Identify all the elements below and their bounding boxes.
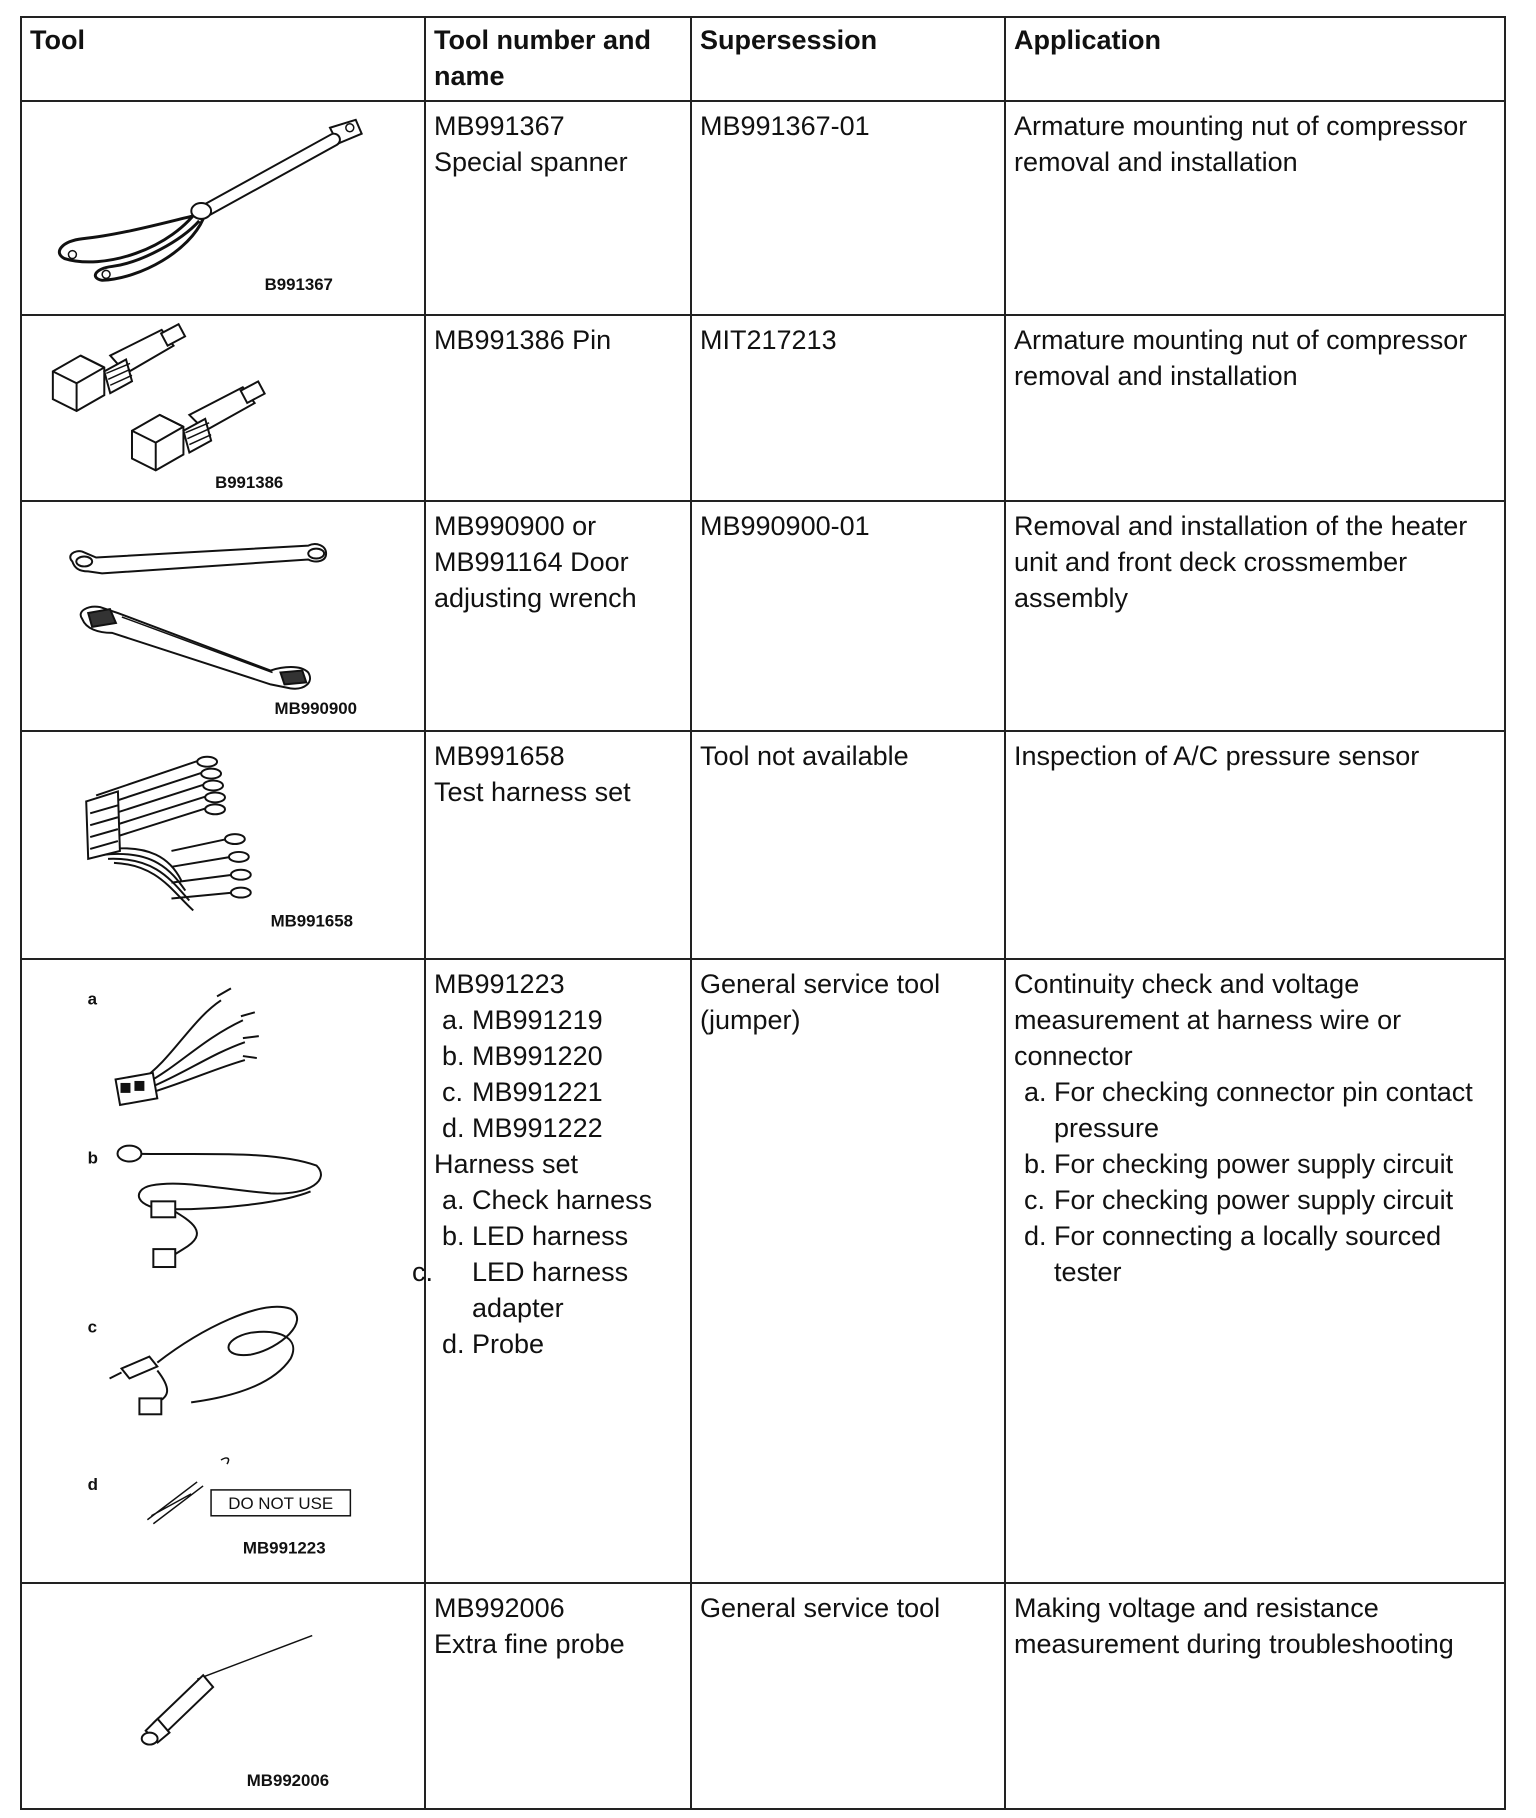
application-item: a. For checking connector pin contact pressure bbox=[1024, 1077, 1473, 1143]
tool-number-cell bbox=[425, 101, 691, 315]
tool-number-cell bbox=[425, 1583, 691, 1809]
application-cell: Making voltage and resistance measurement during troubleshooting bbox=[1005, 1583, 1505, 1809]
set-item: a. Check harness bbox=[442, 1185, 653, 1215]
supersession-cell: MB990900-01 bbox=[691, 501, 1005, 731]
tool-number: MB991658 bbox=[434, 741, 565, 771]
set-item: c. LED harness adapter bbox=[412, 1257, 629, 1323]
tool-tag: MB992006 bbox=[246, 1771, 330, 1791]
header-application: Application bbox=[1005, 17, 1505, 101]
part-item: c. MB991221 bbox=[442, 1077, 603, 1107]
tool-name: Special spanner bbox=[434, 147, 628, 177]
application-cell: Removal and installation of the heater unit and front deck crossmember assembly bbox=[1005, 501, 1505, 731]
tool-illustration-cell bbox=[21, 959, 425, 1583]
wrench-illustration bbox=[22, 502, 424, 730]
table-row bbox=[21, 315, 1505, 501]
tool-name: Extra fine probe bbox=[434, 1629, 625, 1659]
tool-number: MB990900 or bbox=[434, 511, 597, 541]
pin-illustration bbox=[22, 316, 424, 500]
application-cell: Armature mounting nut of compressor removal and installation bbox=[1005, 101, 1505, 315]
table-row bbox=[21, 501, 1505, 731]
tool-illustration-cell bbox=[21, 101, 425, 315]
tool-illustration-cell bbox=[21, 1583, 425, 1809]
tool-number: MB991367 bbox=[434, 111, 565, 141]
tool-letter-a: a bbox=[87, 989, 98, 1009]
application-text: Continuity check and voltage measurement at harness wire or connector bbox=[1014, 969, 1402, 1071]
application-cell: Armature mounting nut of compressor removal and installation bbox=[1005, 315, 1505, 501]
led-harness-drawing bbox=[118, 1146, 321, 1267]
tool-number: MB991386 Pin bbox=[434, 325, 612, 355]
tool-number: MB991223 bbox=[434, 969, 565, 999]
table-row bbox=[21, 959, 1505, 1583]
fine-probe-illustration bbox=[22, 1584, 424, 1808]
supersession-cell: General service tool bbox=[691, 1583, 1005, 1809]
tool-letter-d: d bbox=[87, 1474, 99, 1494]
application-item: b. For checking power supply circuit bbox=[1024, 1149, 1454, 1179]
application-cell bbox=[1005, 959, 1505, 1583]
tool-tag: MB991658 bbox=[270, 911, 353, 931]
header-tool: Tool bbox=[21, 17, 425, 101]
tool-number-cell bbox=[425, 731, 691, 959]
set-item: d. Probe bbox=[442, 1329, 545, 1359]
header-tool-number: Tool number and name bbox=[425, 17, 691, 101]
header-row bbox=[21, 17, 1505, 101]
header-supersession: Supersession bbox=[691, 17, 1005, 101]
tool-illustration-cell bbox=[21, 731, 425, 959]
tool-letter-b: b bbox=[87, 1148, 99, 1168]
tool-number-alt: MB991164 Door bbox=[434, 547, 629, 577]
tool-illustration-cell bbox=[21, 315, 425, 501]
application-item: d. For connecting a locally sourced tester bbox=[1024, 1221, 1442, 1287]
tool-number-cell bbox=[425, 315, 691, 501]
tool-letter-c: c bbox=[87, 1317, 98, 1337]
tool-name: adjusting wrench bbox=[434, 583, 637, 613]
supersession-cell: MIT217213 bbox=[691, 315, 1005, 501]
table-row bbox=[21, 101, 1505, 315]
tool-tag: B991386 bbox=[215, 473, 284, 493]
tool-number: MB992006 bbox=[434, 1593, 565, 1623]
tool-tag: B991367 bbox=[264, 275, 333, 295]
harness-set-illustration bbox=[22, 960, 424, 1582]
tool-name: Harness set bbox=[434, 1149, 579, 1179]
part-item: d. MB991222 bbox=[442, 1113, 603, 1143]
table-row bbox=[21, 1583, 1505, 1809]
spanner-illustration bbox=[22, 102, 424, 314]
tool-name: Test harness set bbox=[434, 777, 631, 807]
special-tools-table bbox=[20, 16, 1506, 1810]
tool-tag: MB991223 bbox=[242, 1538, 326, 1558]
supersession-cell: Tool not available bbox=[691, 731, 1005, 959]
tool-number-cell bbox=[412, 959, 691, 1583]
do-not-use-label: DO NOT USE bbox=[228, 1493, 334, 1513]
part-item: a. MB991219 bbox=[442, 1005, 603, 1035]
tool-illustration-cell bbox=[21, 501, 425, 731]
test-harness-illustration bbox=[22, 732, 424, 958]
led-harness-adapter-drawing bbox=[110, 1307, 298, 1414]
table-row bbox=[21, 731, 1505, 959]
tool-number-cell bbox=[425, 501, 691, 731]
part-item: b. MB991220 bbox=[442, 1041, 603, 1071]
supersession-cell: MB991367-01 bbox=[691, 101, 1005, 315]
application-cell: Inspection of A/C pressure sensor bbox=[1005, 731, 1505, 959]
application-item: c. For checking power supply circuit bbox=[1024, 1185, 1454, 1215]
check-harness-drawing bbox=[116, 988, 259, 1105]
tool-tag: MB990900 bbox=[274, 699, 357, 719]
set-item: b. LED harness bbox=[442, 1221, 629, 1251]
supersession-cell: General service tool (jumper) bbox=[691, 959, 1005, 1583]
